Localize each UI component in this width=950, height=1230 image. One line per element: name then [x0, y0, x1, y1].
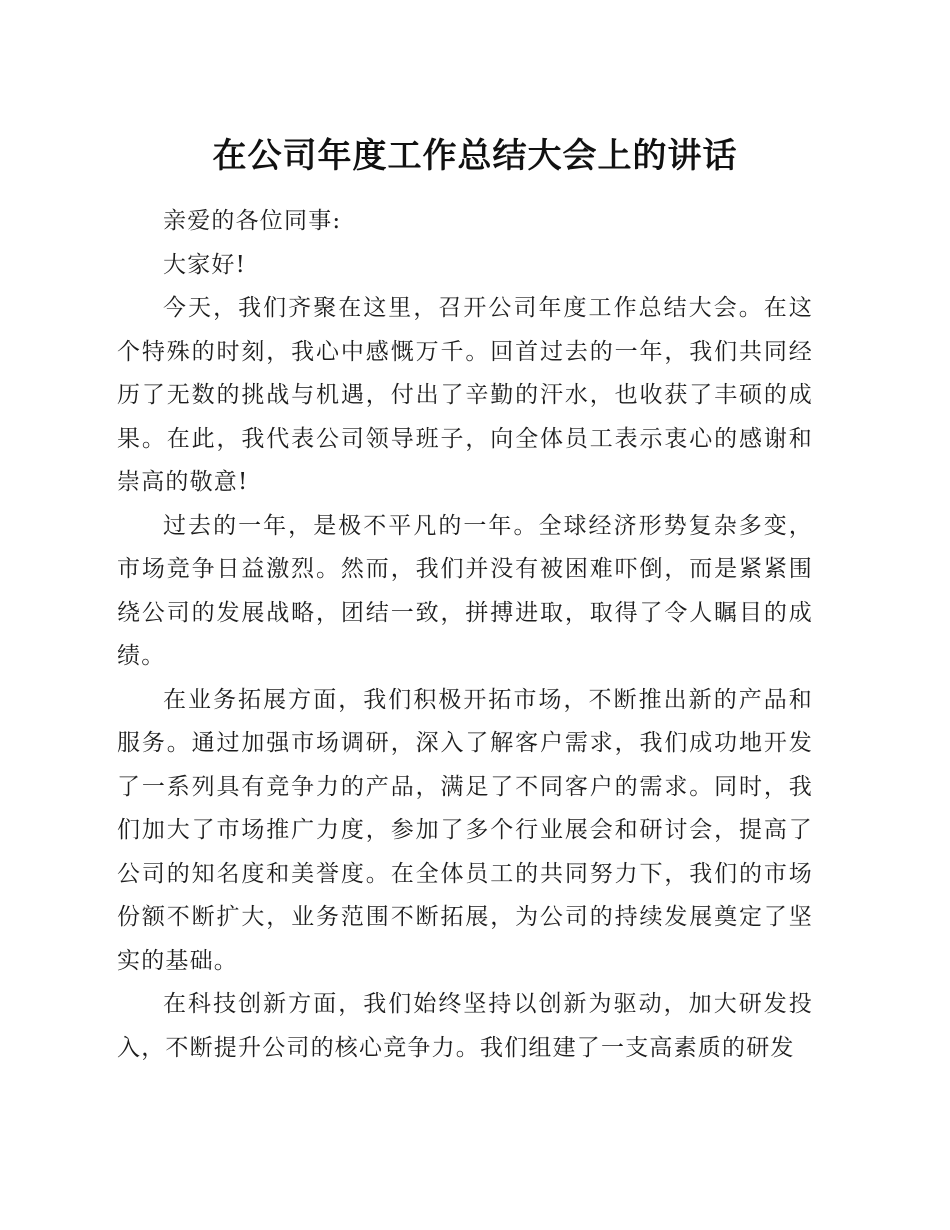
- paragraph-business-expansion: 在业务拓展方面，我们积极开拓市场，不断推出新的产品和服务。通过加强市场调研，深入了解客户需求，我们成功地开发了一系列具有竞争力的产品，满足了不同客户的需求。同时，我们加大了市场推广力度，参加了多个行业展会和研讨会，提高了公司的知名度和美誉度。在全体员工的共同努力下，我们的市场份额不断扩大，业务范围不断拓展，为公司的持续发展奠定了坚实的基础。: [117, 686, 813, 974]
- greeting-line: 亲爱的各位同事:: [163, 208, 342, 234]
- paragraph-opening: 今天，我们齐聚在这里，召开公司年度工作总结大会。在这个特殊的时刻，我心中感慨万千。回首过去的一年，我们共同经历了无数的挑战与机遇，付出了辛勤的汗水，也收获了丰硕的成果。在此，我代表公司领导班子，向全体员工表示衷心的感谢和崇高的敬意!: [117, 295, 813, 495]
- hello-line: 大家好!: [163, 251, 247, 278]
- paragraph-past-year: 过去的一年，是极不平凡的一年。全球经济形势复杂多变，市场竞争日益激烈。然而，我们并没有被困难吓倒，而是紧紧围绕公司的发展战略，团结一致，拼搏进取，取得了令人瞩目的成绩。: [117, 512, 813, 669]
- document-body: [117, 200, 813, 1070]
- paragraph-tech-innovation: 在科技创新方面，我们始终坚持以创新为驱动，加大研发投入，不断提升公司的核心竞争力。我们组建了一支高素质的研发: [117, 991, 813, 1061]
- document-title: 在公司年度工作总结大会上的讲话: [212, 136, 738, 176]
